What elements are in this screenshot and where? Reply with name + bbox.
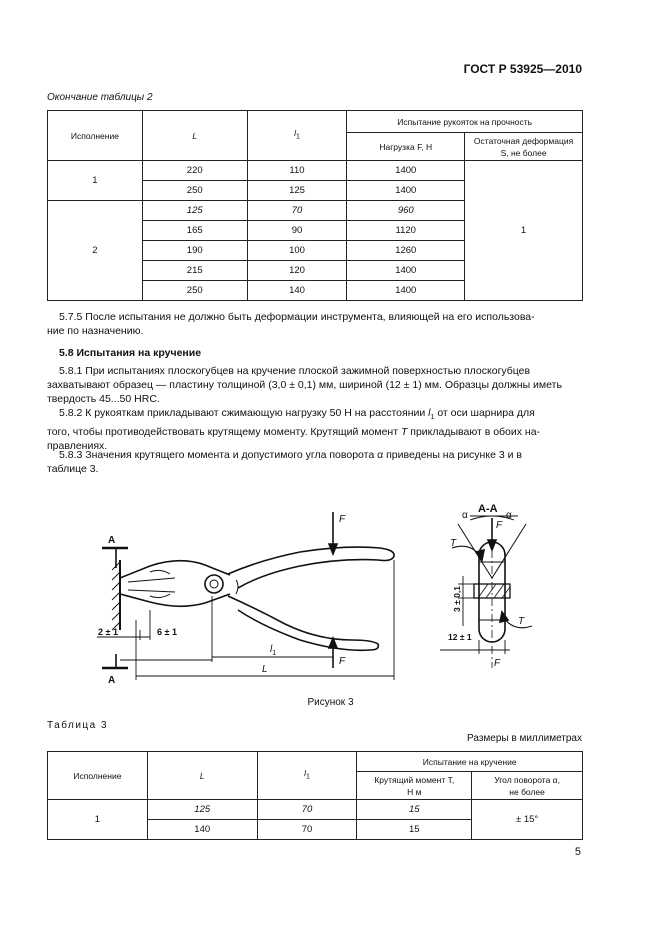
- text-line: таблице 3.: [47, 463, 99, 475]
- table-cell: 250: [142, 181, 247, 201]
- pliers-teeth: [150, 570, 170, 597]
- text-line: 5.8.1 При испытаниях плоскогубцев на кручение плоской зажимной поверхностью плоскогубцев: [59, 365, 531, 377]
- pliers-lower-jaw: [120, 594, 230, 606]
- label-dim-2: 2 ± 1: [98, 627, 118, 637]
- table-cell: 1400: [347, 161, 465, 181]
- table-cell: 165: [142, 221, 247, 241]
- t3-header-angle: Угол поворота α, не более: [472, 772, 583, 800]
- t2-header-variant: Исполнение: [48, 111, 143, 161]
- t2-header-l1: $l_1$: [247, 111, 347, 161]
- table3: [47, 751, 583, 840]
- t2-variant-1: 1: [48, 161, 143, 201]
- dimension-lines: [97, 560, 394, 680]
- label-alpha-right: α: [506, 510, 512, 521]
- table3-title: Таблица 3: [47, 720, 109, 731]
- t2-header-L: L: [142, 111, 247, 161]
- document-id: ГОСТ Р 53925—2010: [463, 62, 582, 76]
- paragraph-5-8-2: [47, 406, 583, 453]
- t2-header-residual: Остаточная деформация S, не более: [465, 133, 583, 161]
- torque-arrow-top: [452, 546, 480, 556]
- table-cell: 70: [247, 201, 347, 221]
- wall-hatch: [112, 562, 120, 630]
- table-cell: 1400: [347, 261, 465, 281]
- t2-variant-2: 2: [48, 201, 143, 301]
- table-cell: 960: [347, 201, 465, 221]
- text-line: захватывают образец — пластину толщиной (3,0 ± 0,1) мм, шириной (12 ± 1) мм. Образцы должны иметь: [47, 379, 562, 391]
- label-dim-12: 12 ± 1: [448, 632, 472, 642]
- t3-header-variant: Исполнение: [48, 752, 148, 800]
- label-force-section-bottom: F: [494, 658, 501, 669]
- text-line: правлениях.: [47, 440, 108, 453]
- pliers-upper-handle: [228, 547, 394, 588]
- t3-header-torque: Крутящий момент T, Н м: [357, 772, 472, 800]
- section-dimensions: [440, 576, 510, 654]
- table-cell: 110: [247, 161, 347, 181]
- text-line: того, чтобы противодействовать крутящему моменту. Крутящий момент T прикладывают в обоих на-: [47, 426, 541, 439]
- label-dim-6: 6 ± 1: [157, 627, 177, 637]
- table-cell: 125: [142, 201, 247, 221]
- table-cell: 215: [142, 261, 247, 281]
- label-force-top: F: [339, 514, 346, 525]
- text-line: твердость 45...50 HRC.: [47, 393, 160, 405]
- table-cell: 190: [142, 241, 247, 261]
- pliers-lower-handle: [228, 596, 378, 650]
- table-cell: 70: [257, 800, 357, 820]
- table-cell: 1260: [347, 241, 465, 261]
- label-section-A-top: А: [108, 535, 116, 546]
- arrowhead: [500, 612, 508, 622]
- pliers-neck: [236, 580, 238, 594]
- section-title: А-А: [478, 503, 498, 515]
- figure-caption: Рисунок 3: [307, 697, 354, 708]
- table-cell: 220: [142, 161, 247, 181]
- t3-header-L: L: [147, 752, 257, 800]
- text-line: 5.8.2 К рукояткам прикладывают сжимающую нагрузку 50 Н на расстоянии $l_1$ от оси шарнира для: [59, 407, 535, 422]
- text-line: 5.7.5 После испытания не должно быть деформации инструмента, влияющей на его использова-: [59, 311, 535, 323]
- label-dim-3: 3 ± 0,1: [452, 586, 462, 612]
- label-torque-bottom: T: [518, 616, 525, 627]
- table-cell: 1400: [347, 181, 465, 201]
- label-torque-top: T: [450, 538, 457, 549]
- table-cell: 100: [247, 241, 347, 261]
- t3-angle-value: ± 15°: [472, 800, 583, 840]
- pliers-jaw-inner: [128, 578, 175, 592]
- table-cell: 140: [247, 281, 347, 301]
- t2-header-load: Нагрузка F, Н: [347, 133, 465, 161]
- label-L: L: [262, 664, 268, 675]
- heading-5-8: 5.8 Испытания на кручение: [59, 347, 202, 359]
- figure-3-drawing: [0, 480, 661, 690]
- t3-variant-1: 1: [48, 800, 148, 840]
- label-section-A-bottom: А: [108, 675, 116, 686]
- table2: [47, 110, 583, 301]
- table-cell: 15: [357, 820, 472, 840]
- table-cell: 1400: [347, 281, 465, 301]
- table2-caption: Окончание таблицы 2: [47, 92, 153, 103]
- label-force-section: F: [496, 520, 503, 531]
- arrowhead: [329, 544, 337, 554]
- table-cell: 90: [247, 221, 347, 241]
- t3-header-torsion-test: Испытание на кручение: [357, 752, 583, 772]
- page-number: 5: [574, 846, 581, 858]
- table-cell: 1120: [347, 221, 465, 241]
- table-cell: 140: [147, 820, 257, 840]
- paragraph-5-8-3: [47, 448, 583, 476]
- paragraph-5-7-5: [47, 310, 583, 338]
- t2-residual-value: 1: [465, 161, 583, 301]
- label-l1: $l_1$: [270, 644, 277, 657]
- text-line: ние по назначению.: [47, 325, 144, 337]
- pliers-pivot: [205, 575, 223, 593]
- pliers-pivot-inner: [210, 580, 218, 588]
- table-cell: 125: [147, 800, 257, 820]
- table-cell: 70: [257, 820, 357, 840]
- label-alpha-left: α: [462, 510, 468, 521]
- paragraph-5-8-1: [47, 364, 583, 406]
- table-cell: 250: [142, 281, 247, 301]
- table-cell: 125: [247, 181, 347, 201]
- text-line: 5.8.3 Значения крутящего момента и допустимого угла поворота α приведены на рисунке 3 и в: [59, 449, 522, 461]
- t3-header-l1: $l_1$: [257, 752, 357, 800]
- t2-header-strength-test: Испытание рукояток на прочность: [347, 111, 583, 133]
- table-cell: 15: [357, 800, 472, 820]
- table-cell: 120: [247, 261, 347, 281]
- label-force-bottom: F: [339, 656, 346, 667]
- table3-units: Размеры в миллиметрах: [467, 733, 582, 744]
